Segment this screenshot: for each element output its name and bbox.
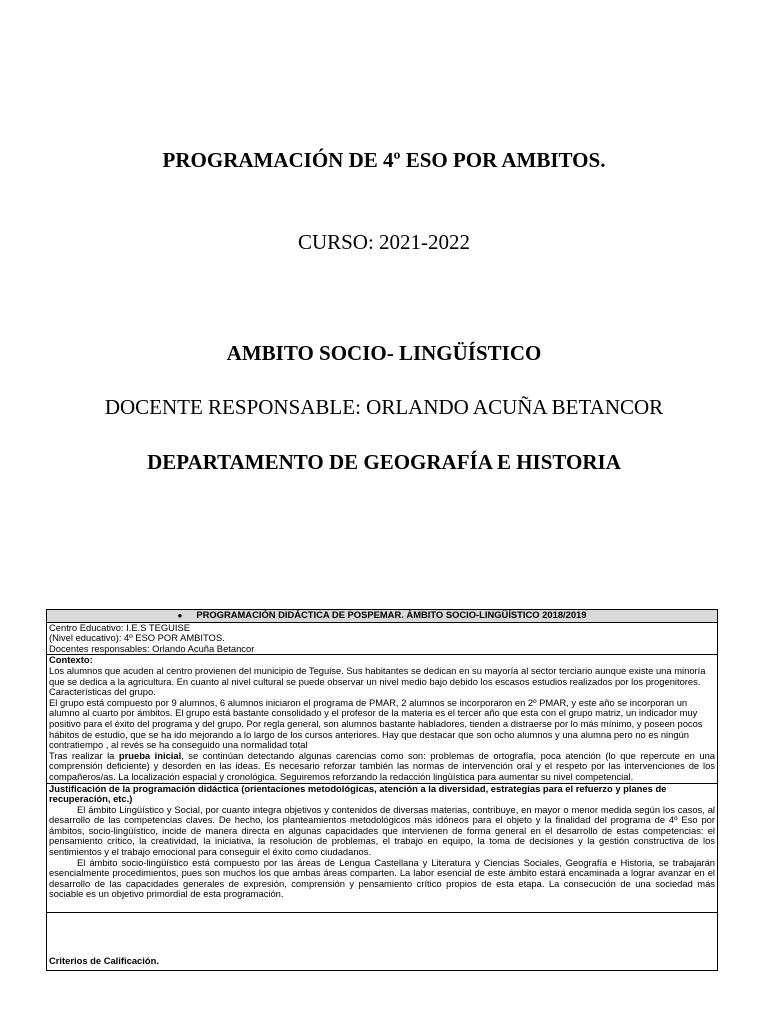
level-line: (Nivel educativo): 4º ESO POR AMBITOS. [49, 632, 225, 644]
info-row [47, 622, 718, 655]
context-paragraph-1: Los alumnos que acuden al centro provienen del municipio de Teguise. Sus habitantes se dedican en su mayoría al sector terciario aunque existe una minoría que se dedica a la agricultura. En cuanto al nivel cultural se puede observar un nivel medio bajo debido los escasos estudios realizados por los progenitores. [49, 664, 706, 687]
table-header-row [47, 610, 718, 623]
context-row [47, 655, 718, 783]
context-paragraph-3: El grupo está compuesto por 9 alumnos, 6 alumnos iniciaron el programa de PMAR, 2 alumnos se incorporaron en 2º PMAR, y este año se incorporan un alumno al cuarto por ámbitos. El grupo está bastante consolidado y el profesor de la materia es el tercer año que esta con el grupo matriz, un indicador muy positivo para el éxito del programa y del grupo. Por regla general, son alumnos bastante habladores, tienden a distraerse por lo más mínimo, y poseen pocos hábitos de estudio, que se ha ido mejorando a lo largo de los cursos anteriores. Hay que destacar que son ocho alumnos y una alumna pero no es ningún contratiempo , al revés se ha conseguido una normalidad total [49, 696, 703, 751]
course-year: CURSO: 2021-2022 [297, 230, 471, 254]
bullet-icon: ● [177, 611, 183, 620]
context-p4-before: Tras realizar la [49, 749, 119, 761]
justification-cell [47, 783, 718, 913]
info-cell [47, 622, 718, 655]
programming-table [46, 609, 718, 971]
context-p4-after: , se continúan detectando algunas carencias como son: problemas de ortografía, poca atención (lo que repercute en una comprensión deficiente) y desorden en las ideas. Es necesario reforzar también las normas de intervención oral y el respeto por las intervenciones de los compañeros/as. La localización espacial y cronológica. Seguiremos reforzando la redacción lingüística para aumentar su nivel competencial. [49, 749, 715, 782]
justification-heading: Justificación de la programación didáctica (orientaciones metodológicas, atención a la diversidad, estrategias para el refuerzo y planes de recuperación, etc.) [49, 782, 667, 805]
context-paragraph-4 [49, 751, 715, 783]
department-title: DEPARTAMENTO DE GEOGRAFÍA E HISTORIA [147, 450, 621, 474]
justification-row [47, 783, 718, 913]
criteria-cell [47, 913, 718, 971]
document-title: PROGRAMACIÓN DE 4º ESO POR AMBITOS. [162, 148, 606, 172]
teachers-line: Docentes responsables: Orlando Acuña Betancor [49, 642, 255, 654]
criteria-row [47, 913, 718, 971]
context-cell [47, 655, 718, 783]
context-paragraph-2: Características del grupo. [49, 686, 156, 698]
justification-paragraph-1: El ámbito Lingüístico y Social, por cuanto integra objetivos y contenidos de diversas materias, contribuye, en mayor o menor medida según los casos, al desarrollo de las competencias claves. De hecho, los planteamientos metodológicos más idóneos para el objeto y la finalidad del programa de 4º Eso por ámbitos, socio-lingüístico, incide de manera directa en algunas capacidades que intervienen de forma general en el desarrollo de estas competencias: el pensamiento crítico, la creatividad, la iniciativa, la resolución de problemas, el trabajo en equipo, la toma de decisiones y la gestión constructiva de los sentimientos y el trabajo emocional para conseguir el éxito como ciudadanos. [49, 803, 715, 858]
table-header-text: PROGRAMACIÓN DIDÁCTICA DE POSPEMAR. ÁMBITO SOCIO-LINGÜÍSTICO 2018/2019 [196, 609, 587, 620]
responsible-teacher: DOCENTE RESPONSABLE: ORLANDO ACUÑA BETANCOR [104, 395, 664, 419]
criteria-heading: Criterios de Calificación. [49, 955, 159, 967]
context-p4-bold: prueba inicial [118, 749, 182, 761]
center-line: Centro Educativo: I.E.S TEGUISE [49, 621, 191, 633]
table-header-cell [47, 610, 718, 623]
area-title: AMBITO SOCIO- LINGÜÍSTICO [226, 341, 542, 365]
spacer [49, 900, 715, 912]
justification-paragraph-2: El ámbito socio-lingüístico está compuesto por las áreas de Lengua Castellana y Literatura y Ciencias Sociales, Geografía e Historia, se trabajarán esencialmente procedimientos, pues son muchos los que ambas áreas comparten. La labor esencial de este ámbito estará encaminada a lograr avanzar en el desarrollo de las capacidades generales de expresión, comprensión y pensamiento crítico propios de esta etapa. La consecución de una sociedad más sociable es un objetivo primordial de esta programación. [49, 856, 715, 900]
context-heading: Contexto: [49, 654, 93, 666]
